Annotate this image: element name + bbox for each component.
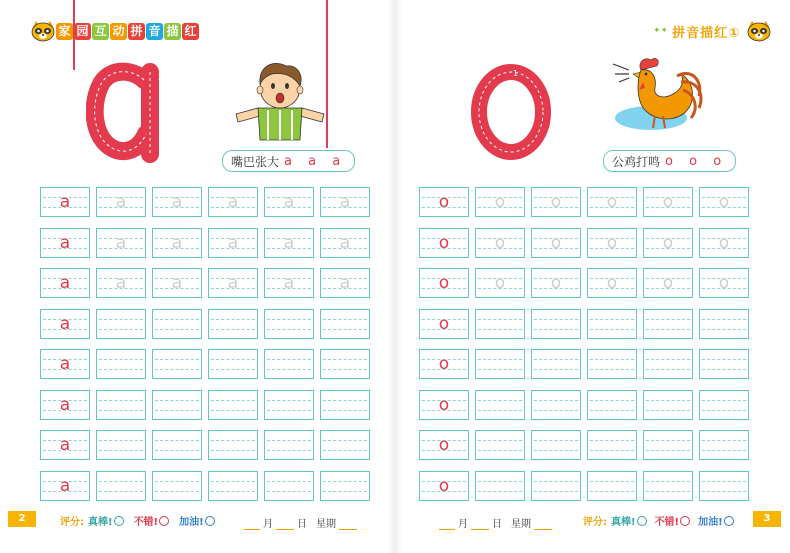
evaluation-row: [583, 510, 734, 530]
writing-cell[interactable]: [208, 430, 258, 460]
writing-cell[interactable]: [320, 187, 370, 217]
grid-row: [40, 187, 370, 217]
writing-cell[interactable]: [699, 471, 749, 501]
smile-icon: [114, 516, 124, 526]
writing-cell[interactable]: [96, 430, 146, 460]
writing-cell[interactable]: [264, 390, 314, 420]
smile-icon: [159, 516, 169, 526]
smile-icon: [724, 516, 734, 526]
trace-letter: a: [171, 232, 183, 253]
model-letter: o: [438, 435, 450, 455]
big-letter-a: [86, 60, 172, 164]
model-letter: o: [438, 313, 450, 334]
grid-row: [40, 471, 370, 501]
trace-letter: a: [283, 273, 295, 293]
model-letter: a: [59, 354, 71, 374]
writing-cell[interactable]: [96, 187, 146, 217]
writing-cell[interactable]: [587, 349, 637, 379]
trace-letter: a: [283, 192, 295, 212]
writing-cell[interactable]: [643, 349, 693, 379]
writing-cell[interactable]: [419, 390, 469, 420]
writing-cell[interactable]: [208, 187, 258, 217]
trace-letter: o: [662, 273, 674, 293]
trace-letter: a: [227, 273, 239, 293]
writing-cell[interactable]: [531, 228, 581, 258]
model-letter: a: [59, 394, 71, 415]
writing-cell[interactable]: [264, 268, 314, 298]
writing-cell[interactable]: [531, 309, 581, 339]
writing-cell[interactable]: [587, 430, 637, 460]
writing-cell[interactable]: [40, 228, 90, 258]
grid-row: [419, 309, 749, 339]
trace-letter: o: [494, 232, 506, 253]
eval-label: 评分:: [583, 516, 607, 528]
writing-cell[interactable]: [531, 349, 581, 379]
writing-cell[interactable]: [320, 309, 370, 339]
writing-cell[interactable]: [587, 228, 637, 258]
writing-cell[interactable]: [531, 268, 581, 298]
smile-icon: [637, 516, 647, 526]
writing-cell[interactable]: [152, 228, 202, 258]
writing-cell[interactable]: [475, 390, 525, 420]
writing-cell[interactable]: [208, 390, 258, 420]
sparkle-icon: ✦✦: [653, 26, 669, 36]
model-letter: o: [438, 232, 450, 253]
writing-cell[interactable]: [40, 349, 90, 379]
grid-row: [40, 309, 370, 339]
grid-row: [419, 471, 749, 501]
date-field: [244, 510, 357, 530]
eval-label: 评分:: [60, 516, 84, 528]
model-letter: a: [59, 232, 71, 253]
trace-letter: a: [339, 192, 351, 212]
header-char: 音: [146, 23, 163, 40]
writing-cell[interactable]: [419, 430, 469, 460]
trace-letter: o: [550, 192, 562, 212]
caption-pill: [222, 150, 355, 172]
writing-cell[interactable]: [643, 471, 693, 501]
writing-cell[interactable]: [643, 309, 693, 339]
writing-cell[interactable]: [152, 187, 202, 217]
trace-letter: a: [339, 232, 351, 253]
header-char: 家: [56, 23, 73, 40]
trace-letter: o: [494, 192, 506, 212]
writing-cell[interactable]: [40, 187, 90, 217]
trace-letter: a: [339, 273, 351, 293]
header-char: 互: [92, 23, 109, 40]
trace-letter: o: [662, 192, 674, 212]
eval-keep-going[interactable]: 加油!: [179, 513, 215, 528]
writing-cell[interactable]: [40, 268, 90, 298]
eval-good[interactable]: 不错!: [655, 513, 691, 528]
writing-cell[interactable]: [208, 309, 258, 339]
writing-cell[interactable]: [40, 430, 90, 460]
eval-good[interactable]: 不错!: [134, 513, 170, 528]
writing-cell[interactable]: [699, 349, 749, 379]
caption-pinyin: o o o: [665, 153, 728, 169]
writing-cell[interactable]: [152, 309, 202, 339]
writing-cell[interactable]: [320, 349, 370, 379]
writing-cell[interactable]: [320, 268, 370, 298]
big-letter-o: [469, 62, 553, 162]
grid-row: [419, 268, 749, 298]
writing-cell[interactable]: [152, 471, 202, 501]
header-char: 园: [74, 23, 91, 40]
model-letter: o: [438, 192, 450, 212]
writing-cell[interactable]: [475, 430, 525, 460]
writing-cell[interactable]: [152, 430, 202, 460]
trace-letter: o: [662, 232, 674, 253]
writing-cell[interactable]: [419, 309, 469, 339]
writing-cell[interactable]: [475, 309, 525, 339]
trace-letter: o: [550, 273, 562, 293]
writing-cell[interactable]: [587, 390, 637, 420]
writing-cell[interactable]: [531, 187, 581, 217]
evaluation-row: [60, 510, 215, 530]
trace-letter: a: [115, 232, 127, 253]
writing-cell[interactable]: [531, 390, 581, 420]
writing-cell[interactable]: [96, 349, 146, 379]
caption-text: 公鸡打鸣: [612, 154, 661, 169]
writing-cell[interactable]: [699, 430, 749, 460]
writing-cell[interactable]: [475, 349, 525, 379]
model-letter: o: [438, 394, 450, 415]
grid-row: [419, 187, 749, 217]
writing-cell[interactable]: [40, 309, 90, 339]
header-char: 描: [164, 23, 181, 40]
grid-row: [40, 390, 370, 420]
writing-cell[interactable]: [475, 471, 525, 501]
trace-letter: o: [718, 232, 730, 253]
writing-cell[interactable]: [419, 228, 469, 258]
writing-cell[interactable]: [96, 228, 146, 258]
writing-cell[interactable]: [643, 430, 693, 460]
writing-cell[interactable]: [96, 390, 146, 420]
writing-cell[interactable]: [531, 430, 581, 460]
trace-letter: a: [227, 232, 239, 253]
raccoon-mascot-icon: [746, 20, 772, 42]
writing-cell[interactable]: [152, 390, 202, 420]
date-field: [439, 510, 552, 530]
writing-cell[interactable]: [208, 349, 258, 379]
writing-cell[interactable]: [475, 268, 525, 298]
rooster-crowing-illustration: [611, 52, 711, 136]
trace-letter: o: [718, 192, 730, 212]
day-label: 日: [297, 519, 307, 530]
writing-cell[interactable]: [643, 228, 693, 258]
weekday-label: 星期: [511, 519, 531, 530]
writing-cell[interactable]: [587, 187, 637, 217]
model-letter: o: [438, 273, 450, 293]
writing-cell[interactable]: [96, 471, 146, 501]
caption-text: 嘴巴张大: [231, 154, 280, 169]
book-gutter: [388, 0, 402, 553]
header-char: 红: [182, 23, 199, 40]
writing-cell[interactable]: [587, 471, 637, 501]
trace-letter: o: [606, 273, 618, 293]
trace-letter: a: [171, 273, 183, 293]
grid-row: [419, 430, 749, 460]
model-letter: a: [59, 475, 71, 496]
right-header: [653, 20, 772, 42]
writing-cell[interactable]: [40, 390, 90, 420]
trace-letter: a: [115, 192, 127, 212]
model-letter: o: [438, 354, 450, 374]
writing-cell[interactable]: [475, 187, 525, 217]
writing-cell[interactable]: [264, 349, 314, 379]
weekday-label: 星期: [316, 519, 336, 530]
writing-cell[interactable]: [320, 228, 370, 258]
page-number: 3: [753, 511, 781, 527]
writing-cell[interactable]: [699, 268, 749, 298]
month-label: 月: [458, 519, 468, 530]
trace-letter: a: [283, 232, 295, 253]
caption-pinyin: a a a: [284, 153, 347, 169]
writing-cell[interactable]: [320, 471, 370, 501]
writing-cell[interactable]: [587, 268, 637, 298]
stroke-number: 2: [158, 73, 164, 82]
writing-cell[interactable]: [264, 471, 314, 501]
writing-cell[interactable]: [264, 309, 314, 339]
writing-cell[interactable]: [699, 228, 749, 258]
grid-row: [419, 228, 749, 258]
writing-cell[interactable]: [643, 187, 693, 217]
model-letter: a: [59, 313, 71, 334]
writing-cell[interactable]: [208, 471, 258, 501]
writing-cell[interactable]: [320, 390, 370, 420]
writing-cell[interactable]: [699, 187, 749, 217]
grid-row: [40, 430, 370, 460]
writing-cell[interactable]: [699, 309, 749, 339]
writing-cell[interactable]: [320, 430, 370, 460]
eval-great[interactable]: 真棒!: [611, 513, 647, 528]
writing-cell[interactable]: [264, 187, 314, 217]
writing-cell[interactable]: [643, 268, 693, 298]
writing-cell[interactable]: [152, 349, 202, 379]
writing-cell[interactable]: [152, 268, 202, 298]
header-char: 拼: [128, 23, 145, 40]
trace-letter: o: [718, 273, 730, 293]
trace-letter: a: [227, 192, 239, 212]
writing-cell[interactable]: [419, 187, 469, 217]
trace-letter: o: [606, 192, 618, 212]
boy-open-mouth-illustration: [228, 58, 332, 150]
day-label: 日: [492, 519, 502, 530]
grid-row: [40, 268, 370, 298]
writing-cell[interactable]: [264, 430, 314, 460]
model-letter: o: [438, 475, 450, 496]
trace-letter: o: [550, 232, 562, 253]
trace-letter: o: [494, 273, 506, 293]
month-label: 月: [263, 519, 273, 530]
margin-line: [73, 0, 75, 70]
writing-cell[interactable]: [96, 309, 146, 339]
trace-letter: a: [171, 192, 183, 212]
right-page: [395, 0, 790, 553]
eval-great[interactable]: 真棒!: [88, 513, 124, 528]
smile-icon: [680, 516, 690, 526]
writing-cell[interactable]: [208, 228, 258, 258]
model-letter: a: [59, 273, 71, 293]
grid-row: [419, 349, 749, 379]
grid-row: [40, 349, 370, 379]
writing-cell[interactable]: [475, 228, 525, 258]
writing-cell[interactable]: [96, 268, 146, 298]
page-number: 2: [8, 511, 36, 527]
writing-cell[interactable]: [419, 471, 469, 501]
raccoon-mascot-icon: [30, 20, 56, 42]
writing-cell[interactable]: [699, 390, 749, 420]
writing-cell[interactable]: [643, 390, 693, 420]
stroke-number: 1: [513, 69, 519, 78]
header-char: 动: [110, 23, 127, 40]
writing-cell[interactable]: [419, 268, 469, 298]
left-header-title: [56, 23, 199, 40]
left-header: [30, 20, 199, 42]
model-letter: a: [59, 435, 71, 455]
eval-keep-going[interactable]: 加油!: [698, 513, 734, 528]
grid-row: [40, 228, 370, 258]
writing-cell[interactable]: [208, 268, 258, 298]
writing-cell[interactable]: [531, 471, 581, 501]
writing-cell[interactable]: [419, 349, 469, 379]
caption-pill: [603, 150, 736, 172]
writing-cell[interactable]: [264, 228, 314, 258]
model-letter: a: [59, 192, 71, 212]
trace-letter: a: [115, 273, 127, 293]
smile-icon: [205, 516, 215, 526]
writing-cell[interactable]: [40, 471, 90, 501]
writing-cell[interactable]: [587, 309, 637, 339]
grid-row: [419, 390, 749, 420]
right-header-title: 拼音描红①: [672, 25, 741, 41]
trace-letter: o: [606, 232, 618, 253]
